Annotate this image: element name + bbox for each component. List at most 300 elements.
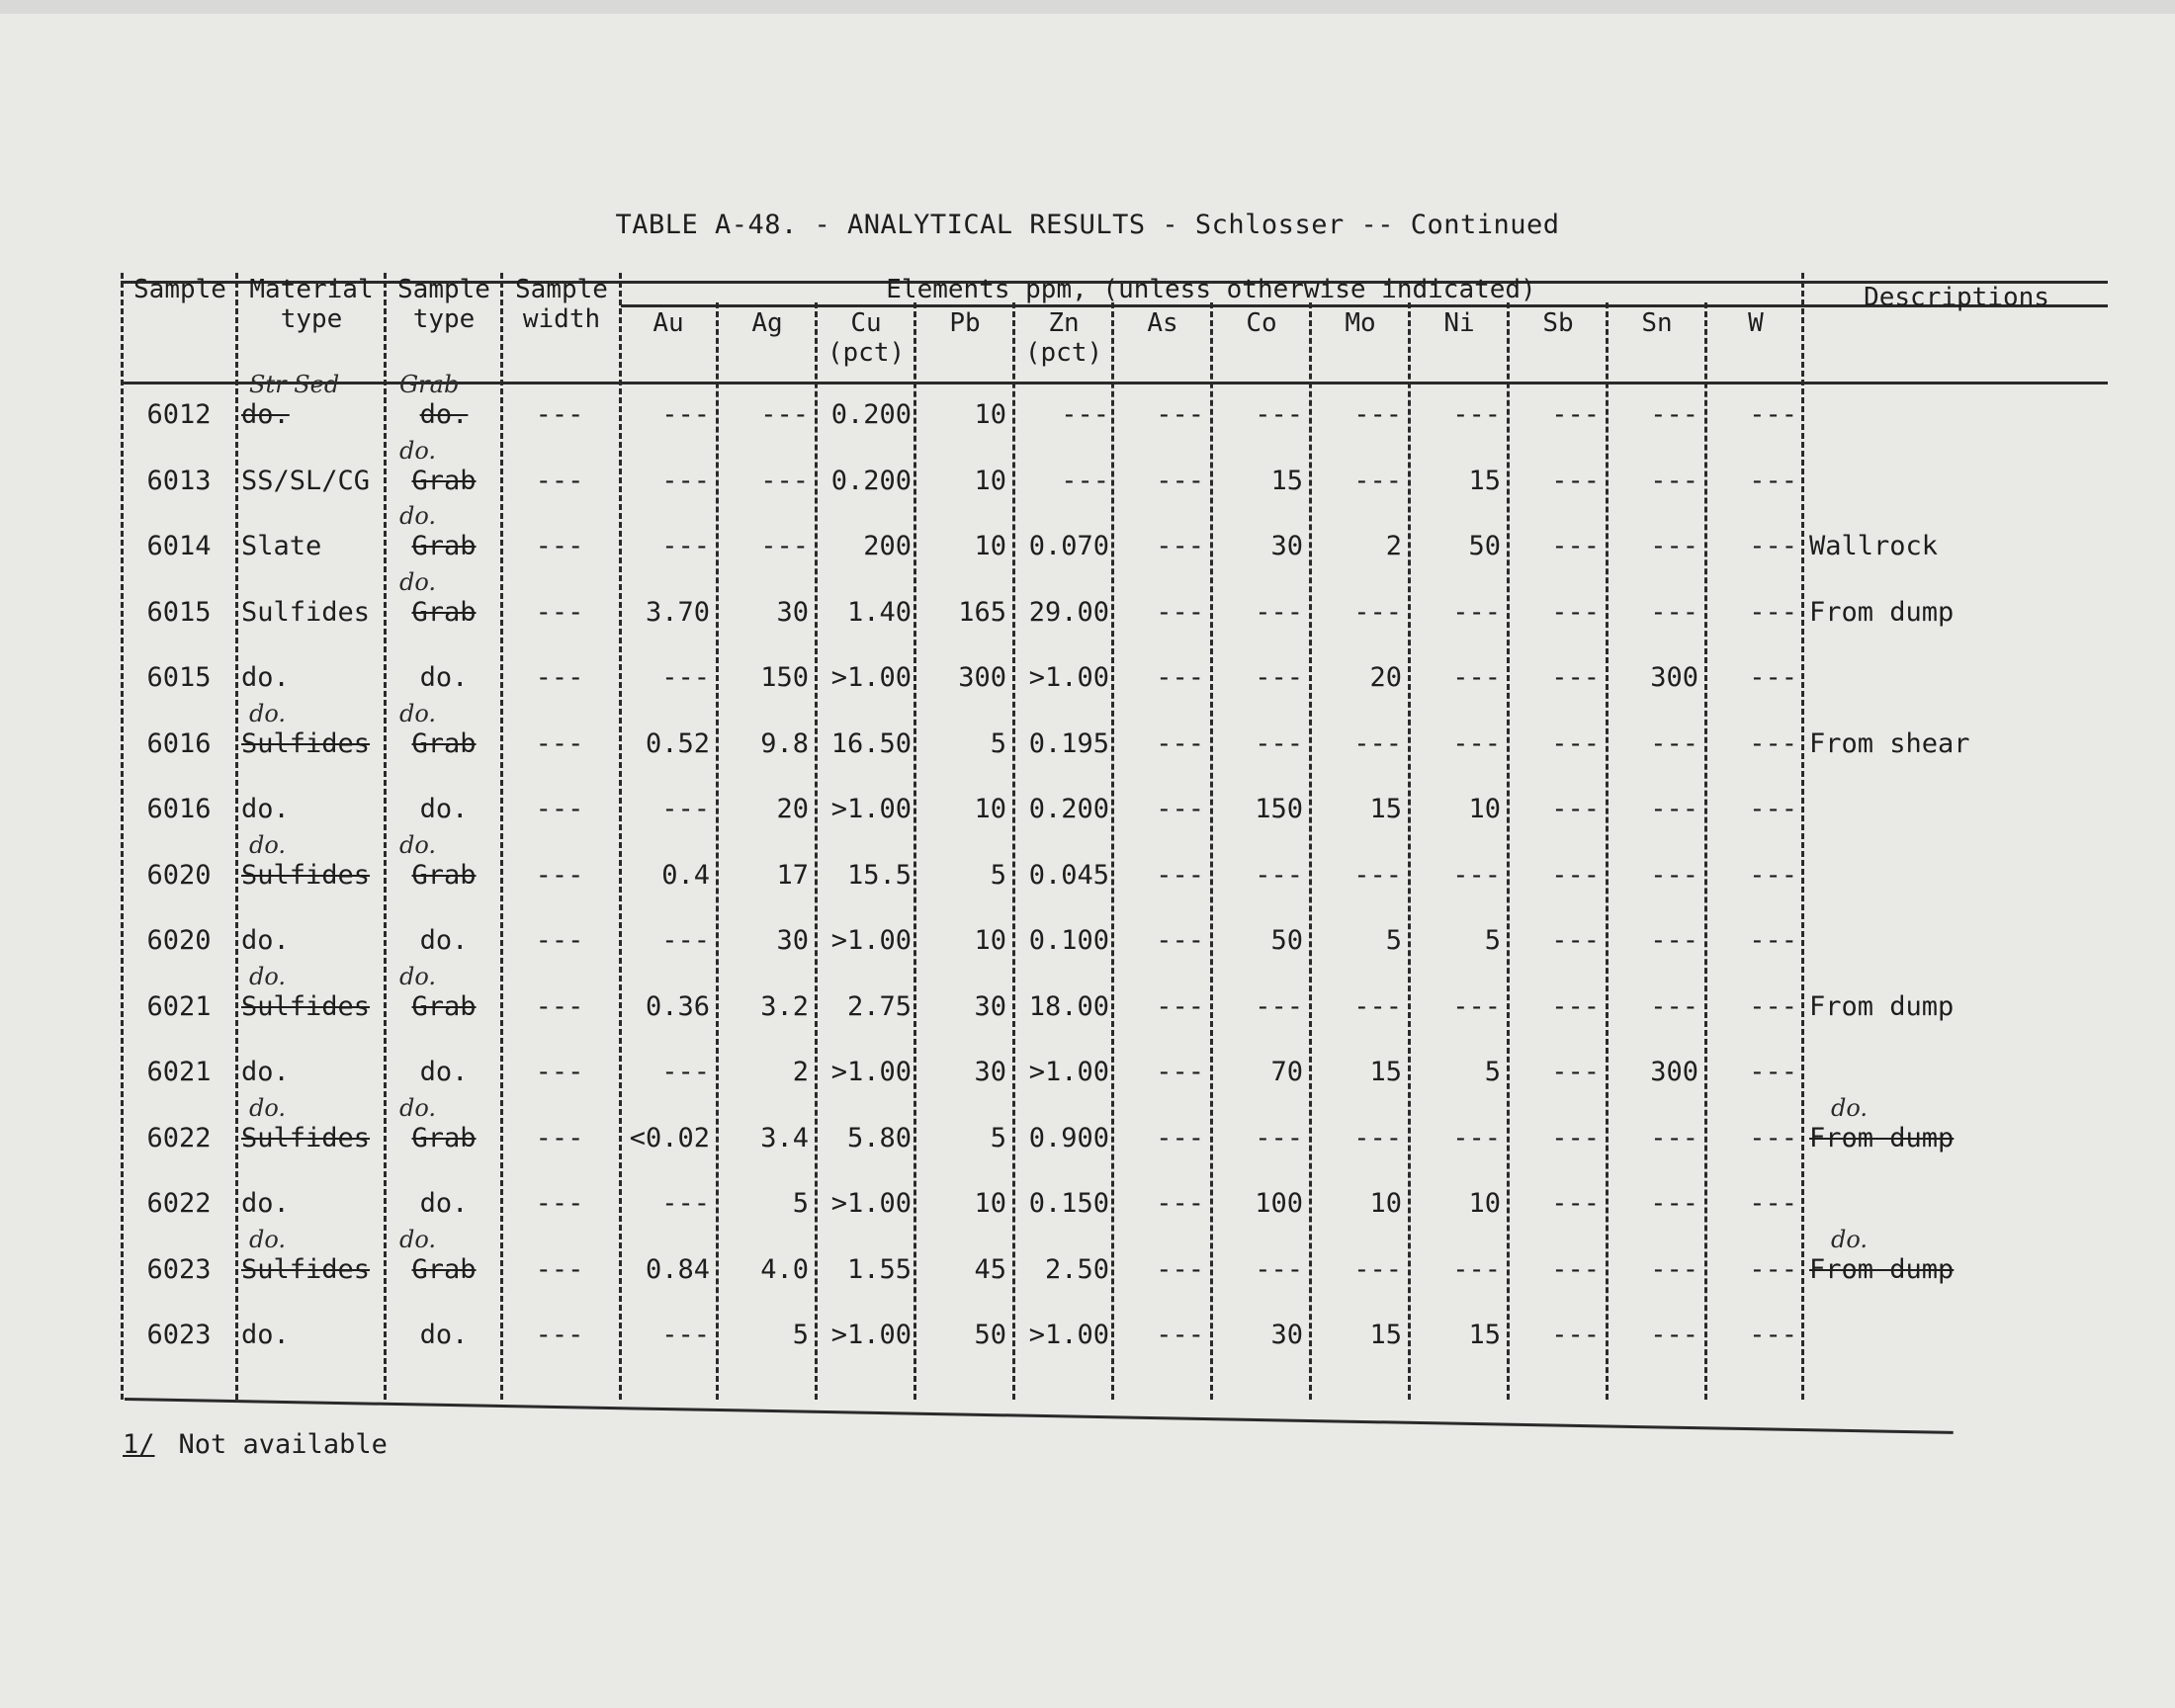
cell-zn: 0.150 [1028,1188,1109,1219]
cell-cu: 1.55 [846,1254,912,1285]
analytical-results-table [121,273,2108,1406]
cell-ni: --- [1452,860,1501,891]
cell-ni: 5 [1484,1057,1501,1087]
cell-width: --- [535,662,584,693]
cell-cu: >1.00 [830,1320,912,1350]
cell-as: --- [1156,728,1204,759]
header-sample-type [388,275,500,334]
header-sb: Sb [1542,308,1574,338]
cell-sb: --- [1551,1254,1600,1285]
cell-co: 30 [1270,1320,1303,1350]
cell-pb: 165 [958,597,1006,628]
cell-material: do. [241,1057,290,1087]
cell-stype: do. [419,794,469,824]
cell-width: --- [535,1254,584,1285]
cell-pb: 10 [974,925,1006,956]
cell-mo: --- [1353,728,1402,759]
handwritten-note: do. [399,1226,437,1253]
cell-cu: 15.5 [846,860,912,891]
cell-w: --- [1749,597,1797,628]
handwritten-note: Str Sed [249,371,340,398]
cell-stype: do. [419,399,469,430]
cell-cu: >1.00 [830,1188,912,1219]
cell-pb: 5 [990,1123,1006,1153]
cell-sb: --- [1551,1057,1600,1087]
cell-cu: 0.200 [830,466,912,496]
cell-as: --- [1156,1320,1204,1350]
cell-pb: 30 [974,991,1006,1022]
cell-width: --- [535,1057,584,1087]
cell-mo: 15 [1369,1320,1402,1350]
cell-ag: --- [760,531,809,561]
cell-cu: 200 [863,531,912,561]
cell-mo: 15 [1369,1057,1402,1087]
cell-stype: do. [419,1320,469,1350]
cell-sample: 6022 [146,1123,212,1153]
cell-mo: --- [1353,597,1402,628]
cell-ni: --- [1452,597,1501,628]
cell-as: --- [1156,860,1204,891]
cell-ag: 150 [760,662,809,693]
cell-co: --- [1255,991,1303,1022]
cell-material: Sulfides [241,991,371,1022]
cell-as: --- [1156,399,1204,430]
cell-sn: --- [1650,925,1698,956]
handwritten-note: do. [1831,1094,1869,1122]
column-separator [235,273,238,1400]
cell-ag: 30 [776,925,809,956]
cell-w: --- [1749,991,1797,1022]
cell-zn: 0.200 [1028,794,1109,824]
cell-width: --- [535,860,584,891]
cell-sn: 300 [1650,662,1698,693]
cell-stype: Grab [411,1254,477,1285]
cell-sample: 6021 [146,991,212,1022]
cell-au: --- [661,399,710,430]
cell-zn: 18.00 [1028,991,1109,1022]
cell-ni: --- [1452,399,1501,430]
column-separator [619,273,622,1400]
cell-pb: 10 [974,531,1006,561]
cell-as: --- [1156,662,1204,693]
cell-co: --- [1255,1123,1303,1153]
handwritten-note: do. [399,963,437,990]
cell-ag: 20 [776,794,809,824]
handwritten-note: do. [249,700,287,727]
cell-as: --- [1156,1254,1204,1285]
cell-zn: 0.100 [1028,925,1109,956]
handwritten-note: do. [399,700,437,727]
cell-mo: --- [1353,1254,1402,1285]
cell-ag: 4.0 [760,1254,809,1285]
cell-sample: 6016 [146,728,212,759]
cell-sample: 6013 [146,466,212,496]
cell-sn: 300 [1650,1057,1698,1087]
cell-ag: --- [760,399,809,430]
cell-stype: do. [419,925,469,956]
cell-stype: Grab [411,1123,477,1153]
cell-mo: 2 [1385,531,1402,561]
footnote-text: Not available [178,1429,388,1460]
cell-zn: 0.195 [1028,728,1109,759]
cell-material: Sulfides [241,1123,371,1153]
cell-w: --- [1749,860,1797,891]
cell-zn: 2.50 [1044,1254,1109,1285]
header-zn-unit: (pct) [1024,338,1103,368]
cell-cu: >1.00 [830,794,912,824]
cell-as: --- [1156,991,1204,1022]
cell-sb: --- [1551,1188,1600,1219]
cell-pb: 300 [958,662,1006,693]
cell-sample: 6021 [146,1057,212,1087]
column-separator [1309,302,1312,1400]
cell-sb: --- [1551,728,1600,759]
column-separator [815,302,818,1400]
cell-as: --- [1156,597,1204,628]
cell-sb: --- [1551,531,1600,561]
header-w: W [1748,308,1764,338]
column-separator [1704,302,1707,1400]
header-sn: Sn [1641,308,1673,338]
header-au: Au [652,308,684,338]
footnote-mark: 1/ [123,1429,155,1460]
cell-w: --- [1749,1254,1797,1285]
cell-zn: >1.00 [1028,1057,1109,1087]
cell-material: Sulfides [241,597,371,628]
cell-sn: --- [1650,860,1698,891]
cell-width: --- [535,531,584,561]
column-separator [384,273,387,1400]
cell-sb: --- [1551,662,1600,693]
cell-desc: From dump [1809,991,1955,1022]
cell-mo: 20 [1369,662,1402,693]
cell-ni: --- [1452,728,1501,759]
column-separator [1012,302,1015,1400]
cell-ag: 9.8 [760,728,809,759]
cell-sample: 6023 [146,1254,212,1285]
cell-pb: 5 [990,728,1006,759]
cell-co: --- [1255,860,1303,891]
handwritten-note: do. [249,1094,287,1122]
cell-zn: >1.00 [1028,1320,1109,1350]
cell-au: --- [661,1057,710,1087]
cell-w: --- [1749,531,1797,561]
cell-w: --- [1749,399,1797,430]
cell-mo: 15 [1369,794,1402,824]
header-as: As [1147,308,1178,338]
cell-co: --- [1255,399,1303,430]
cell-au: --- [661,925,710,956]
cell-width: --- [535,794,584,824]
header-swidth-line2: width [522,304,601,334]
header-cu-symbol: Cu [850,308,882,338]
cell-au: 0.84 [645,1254,710,1285]
cell-cu: >1.00 [830,925,912,956]
cell-stype: do. [419,1057,469,1087]
header-cu-unit: (pct) [826,338,906,368]
cell-w: --- [1749,466,1797,496]
cell-sample: 6012 [146,399,212,430]
cell-sample: 6020 [146,925,212,956]
column-separator [1801,273,1804,1400]
cell-co: --- [1255,728,1303,759]
cell-mo: --- [1353,466,1402,496]
cell-ag: --- [760,466,809,496]
cell-w: --- [1749,925,1797,956]
cell-mo: 5 [1385,925,1402,956]
cell-width: --- [535,1320,584,1350]
handwritten-note: do. [399,1094,437,1122]
cell-sample: 6022 [146,1188,212,1219]
cell-material: do. [241,1320,290,1350]
cell-co: --- [1255,1254,1303,1285]
cell-ag: 3.4 [760,1123,809,1153]
cell-zn: 0.045 [1028,860,1109,891]
cell-material: Sulfides [241,1254,371,1285]
cell-au: 0.36 [645,991,710,1022]
cell-zn: >1.00 [1028,662,1109,693]
cell-desc: Wallrock [1809,531,1939,561]
footnote [123,1429,388,1460]
handwritten-note: do. [249,1226,287,1253]
cell-sample: 6020 [146,860,212,891]
cell-stype: Grab [411,991,477,1022]
cell-au: 0.52 [645,728,710,759]
cell-width: --- [535,466,584,496]
cell-pb: 45 [974,1254,1006,1285]
cell-pb: 30 [974,1057,1006,1087]
cell-stype: Grab [411,466,477,496]
cell-sb: --- [1551,860,1600,891]
cell-desc: From dump [1809,1123,1955,1153]
cell-co: 100 [1255,1188,1303,1219]
cell-material: do. [241,794,290,824]
header-material-line1: Material [249,275,374,304]
cell-stype: Grab [411,531,477,561]
cell-au: 0.4 [661,860,710,891]
cell-sb: --- [1551,466,1600,496]
header-pb: Pb [949,308,981,338]
cell-stype: Grab [411,728,477,759]
cell-w: --- [1749,1320,1797,1350]
header-co: Co [1246,308,1277,338]
cell-zn: 29.00 [1028,597,1109,628]
cell-sb: --- [1551,925,1600,956]
header-elements-group: Elements ppm, (unless otherwise indicated) [886,275,1536,304]
cell-au: --- [661,662,710,693]
cell-cu: >1.00 [830,1057,912,1087]
cell-stype: Grab [411,597,477,628]
cell-sn: --- [1650,728,1698,759]
cell-sb: --- [1551,597,1600,628]
cell-ag: 30 [776,597,809,628]
cell-ni: --- [1452,1123,1501,1153]
cell-zn: --- [1061,399,1109,430]
cell-w: --- [1749,1188,1797,1219]
cell-sn: --- [1650,399,1698,430]
header-mo: Mo [1345,308,1376,338]
cell-ag: 17 [776,860,809,891]
header-sample-width [504,275,619,334]
header-descriptions: Descriptions [1864,283,2049,312]
cell-sb: --- [1551,1320,1600,1350]
cell-desc: From shear [1809,728,1970,759]
cell-zn: 0.070 [1028,531,1109,561]
cell-co: 70 [1270,1057,1303,1087]
cell-as: --- [1156,466,1204,496]
cell-w: --- [1749,1123,1797,1153]
cell-zn: 0.900 [1028,1123,1109,1153]
cell-ni: 50 [1468,531,1501,561]
header-sample-line1: Sample [133,275,226,304]
column-separator [500,273,503,1400]
cell-au: <0.02 [629,1123,710,1153]
cell-width: --- [535,1188,584,1219]
cell-cu: 2.75 [846,991,912,1022]
cell-sn: --- [1650,1188,1698,1219]
handwritten-note: do. [399,437,437,465]
cell-material: SS/SL/CG [241,466,371,496]
cell-ag: 2 [792,1057,809,1087]
header-ag: Ag [751,308,783,338]
cell-cu: 5.80 [846,1123,912,1153]
column-separator [914,302,916,1400]
cell-ni: --- [1452,662,1501,693]
header-zn-symbol: Zn [1048,308,1080,338]
handwritten-note: do. [249,963,287,990]
cell-sb: --- [1551,991,1600,1022]
cell-sample: 6015 [146,597,212,628]
cell-au: --- [661,466,710,496]
cell-sn: --- [1650,1123,1698,1153]
cell-sample: 6023 [146,1320,212,1350]
cell-sn: --- [1650,991,1698,1022]
cell-sb: --- [1551,794,1600,824]
handwritten-note: Grab [399,371,460,398]
handwritten-note: do. [1831,1226,1869,1253]
cell-sample: 6015 [146,662,212,693]
cell-sample: 6016 [146,794,212,824]
handwritten-note: do. [249,831,287,859]
cell-ag: 3.2 [760,991,809,1022]
cell-width: --- [535,1123,584,1153]
cell-cu: 16.50 [830,728,912,759]
cell-sample: 6014 [146,531,212,561]
cell-sn: --- [1650,1320,1698,1350]
cell-co: 50 [1270,925,1303,956]
cell-width: --- [535,925,584,956]
cell-pb: 10 [974,1188,1006,1219]
cell-material: Sulfides [241,860,371,891]
cell-ni: 15 [1468,1320,1501,1350]
header-material-line2: type [280,304,343,334]
column-separator [1606,302,1609,1400]
cell-ag: 5 [792,1188,809,1219]
cell-co: --- [1255,662,1303,693]
cell-sb: --- [1551,399,1600,430]
cell-sn: --- [1650,597,1698,628]
cell-desc: From dump [1809,1254,1955,1285]
cell-co: 15 [1270,466,1303,496]
cell-w: --- [1749,1057,1797,1087]
handwritten-note: do. [399,831,437,859]
column-separator [1111,302,1114,1400]
column-separator [1507,302,1510,1400]
cell-ni: 15 [1468,466,1501,496]
cell-mo: 10 [1369,1188,1402,1219]
cell-mo: --- [1353,1123,1402,1153]
cell-co: --- [1255,597,1303,628]
cell-pb: 5 [990,860,1006,891]
header-cu [819,308,914,368]
cell-sn: --- [1650,466,1698,496]
header-ni: Ni [1443,308,1475,338]
cell-material: Sulfides [241,728,371,759]
cell-mo: --- [1353,991,1402,1022]
cell-cu: 0.200 [830,399,912,430]
header-material-type [239,275,384,334]
cell-pb: 10 [974,466,1006,496]
cell-co: 150 [1255,794,1303,824]
cell-material: do. [241,925,290,956]
cell-as: --- [1156,925,1204,956]
column-separator [1210,302,1213,1400]
cell-width: --- [535,991,584,1022]
cell-w: --- [1749,662,1797,693]
cell-au: --- [661,1188,710,1219]
cell-material: do. [241,662,290,693]
cell-au: --- [661,531,710,561]
header-stype-line1: Sample [397,275,490,304]
cell-cu: 1.40 [846,597,912,628]
cell-stype: Grab [411,860,477,891]
header-stype-line2: type [412,304,476,334]
cell-pb: 10 [974,794,1006,824]
cell-co: 30 [1270,531,1303,561]
cell-au: 3.70 [645,597,710,628]
document-page [0,14,2175,1708]
cell-as: --- [1156,1123,1204,1153]
cell-stype: do. [419,1188,469,1219]
cell-mo: --- [1353,399,1402,430]
cell-as: --- [1156,1188,1204,1219]
cell-sn: --- [1650,531,1698,561]
cell-w: --- [1749,794,1797,824]
cell-sb: --- [1551,1123,1600,1153]
cell-as: --- [1156,794,1204,824]
cell-sn: --- [1650,794,1698,824]
cell-desc: From dump [1809,597,1955,628]
cell-stype: do. [419,662,469,693]
cell-as: --- [1156,531,1204,561]
handwritten-note: do. [399,568,437,596]
handwritten-note: do. [399,502,437,530]
cell-width: --- [535,399,584,430]
cell-width: --- [535,728,584,759]
cell-material: do. [241,399,290,430]
cell-material: Slate [241,531,322,561]
cell-ni: --- [1452,1254,1501,1285]
header-swidth-line1: Sample [515,275,608,304]
cell-ni: --- [1452,991,1501,1022]
cell-cu: >1.00 [830,662,912,693]
table-title: TABLE A-48. - ANALYTICAL RESULTS - Schlosser -- Continued [615,210,1560,240]
header-sample [125,275,235,304]
cell-sn: --- [1650,1254,1698,1285]
cell-pb: 10 [974,399,1006,430]
column-separator [121,273,124,1400]
cell-ni: 5 [1484,925,1501,956]
